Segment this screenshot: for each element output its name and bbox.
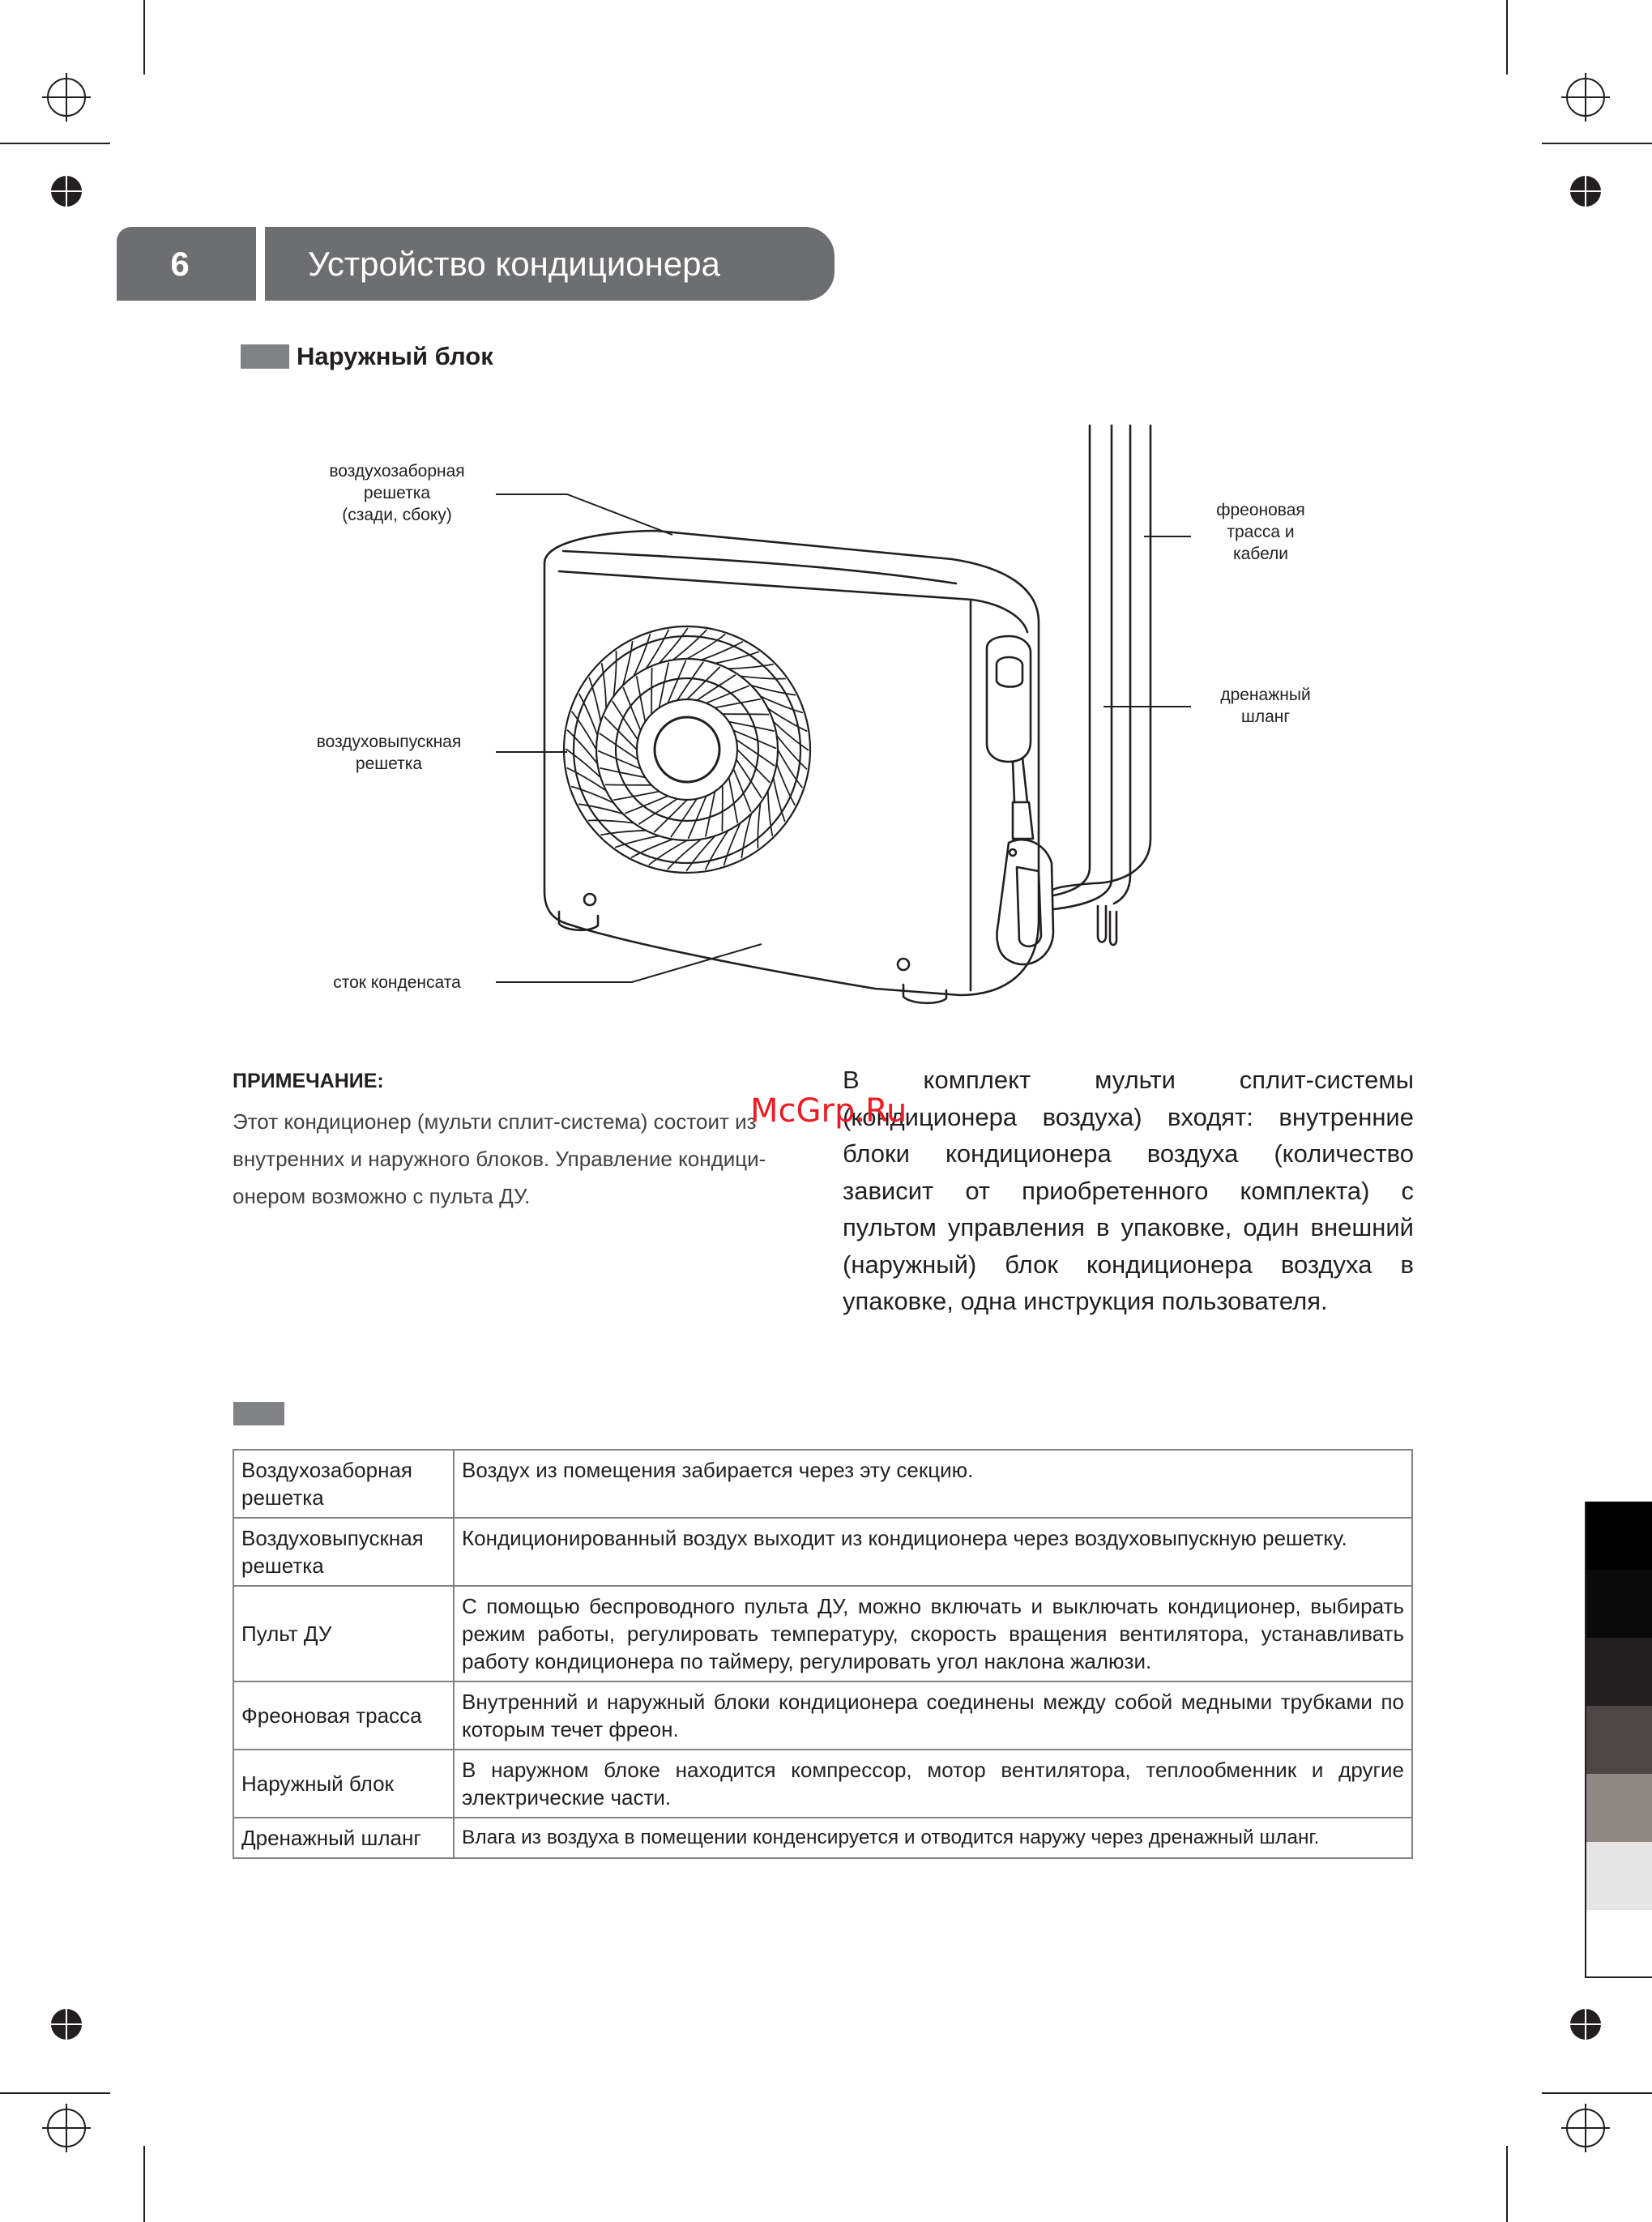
table-term: Воздухозаборная решетка	[233, 1450, 454, 1518]
fan-blade	[697, 675, 736, 700]
fan-blade	[660, 662, 669, 707]
fan-blade	[741, 676, 786, 678]
fan-blade	[659, 628, 688, 664]
color-swatch	[1585, 1774, 1652, 1842]
unit-top-edge	[559, 571, 1027, 632]
fan-blade	[623, 687, 641, 730]
fan-blade	[673, 630, 707, 660]
table-term: Пульт ДУ	[233, 1586, 454, 1681]
table-row	[233, 1818, 1412, 1858]
fan-blade	[706, 686, 749, 703]
table-marker	[233, 1402, 284, 1425]
fan-blade	[758, 803, 760, 848]
fan-blade	[668, 660, 685, 703]
table-row	[233, 1681, 1412, 1750]
table-row	[233, 1450, 1412, 1518]
fan-grille	[564, 626, 810, 873]
color-swatch	[1585, 1706, 1652, 1774]
fan-blade	[702, 642, 743, 660]
fan-blade	[600, 733, 638, 759]
fan-blade	[567, 730, 597, 764]
fan-blade	[688, 796, 706, 839]
table-desc: Влага из воздуха в помещении конденсируется и отводится наружу через дренажный шланг.	[454, 1818, 1412, 1858]
fan-blade	[737, 750, 770, 783]
fan-blade	[604, 716, 637, 750]
fan-blade	[729, 722, 775, 732]
table-desc: В наружном блоке находится компрессор, мотор вентилятора, теплообменник и другие электрические части.	[454, 1750, 1412, 1818]
fan-blade	[706, 792, 715, 837]
fan-blade	[613, 651, 616, 696]
fan-blade	[588, 820, 634, 823]
fan-blade	[733, 769, 751, 812]
table-desc: Внутренний и наружный блоки кондиционера соединены между собой медными трубками по которым течет фреон.	[454, 1681, 1412, 1750]
cable	[1114, 425, 1130, 904]
table-term: Дренажный шланг	[233, 1818, 454, 1858]
callout-drain: дренажный шланг	[1220, 686, 1311, 726]
note-title: ПРИМЕЧАНИЕ:	[233, 1070, 384, 1092]
outdoor-unit-diagram	[0, 0, 1652, 1053]
color-swatch	[1585, 1842, 1652, 1910]
fan-blade	[613, 701, 638, 740]
table-term: Наружный блок	[233, 1750, 454, 1818]
fan-blade	[671, 799, 697, 837]
freon-pipe	[1053, 425, 1090, 895]
callout-air-outlet: воздуховыпускная решетка	[316, 733, 462, 773]
fan-blade	[777, 736, 807, 770]
page-title: Устройство кондиционера	[308, 245, 720, 283]
freon-pipe	[1053, 425, 1112, 909]
drain-hole	[584, 894, 595, 905]
fan-blade	[687, 667, 720, 699]
fan-blade	[736, 740, 775, 766]
table-row	[233, 1518, 1412, 1586]
fan-blade	[774, 721, 809, 750]
color-swatch	[1585, 1638, 1652, 1706]
unit-top-line	[563, 551, 956, 583]
color-swatch	[1585, 1910, 1652, 1978]
color-swatch	[1585, 1502, 1652, 1570]
fan-blade	[566, 749, 601, 778]
fan-blade	[631, 840, 672, 858]
table-desc: С помощью беспроводного пульта ДУ, можно включать и выключать кондиционер, выбирать режим работы, регулировать температуру, скорость вращения вентилятора, устанавливать работу кондиционера по таймеру, регулировать угол наклона жалюзи.	[454, 1586, 1412, 1681]
unit-body	[544, 531, 1039, 995]
table-desc: Воздух из помещения забирается через эту секцию.	[454, 1450, 1412, 1518]
callout-air-intake: воздухозаборная решетка (сзади, сбоку)	[329, 462, 465, 524]
fan-blade	[600, 768, 645, 778]
fan-blade	[686, 836, 715, 872]
fan-blade	[733, 730, 776, 748]
fan-blade	[736, 759, 762, 798]
watermark: McGrp.Ru	[750, 1092, 907, 1130]
fan-blade	[677, 662, 703, 700]
table-term: Фреоновая трасса	[233, 1681, 454, 1750]
callout-freon: фреоновая трасса и кабели	[1216, 501, 1305, 563]
callout-condensate: сток конденсата	[333, 973, 461, 992]
table-desc: Кондиционированный воздух выходит из кондиционера через воздуховыпускную решетку.	[454, 1518, 1412, 1586]
page-number: 6	[170, 245, 190, 283]
package-contents-paragraph: В комплект мульти сплит-системы (кондиционера воздуха) входят: внутренние блоки кондиционера воздуха (количество зависит от приобретенного комплекта) с пультом управления в упаковке, один внешний (наружный) блок кондиционера воздуха в упаковке, одна инструкция пользователя.	[843, 1066, 1414, 1315]
section-title: Наружный блок	[297, 342, 493, 370]
note-text: Этот кондиционер (мульти сплит-система) состоит из внутренних и наружного блоков. Управление кондици- онером возможно с пульта ДУ.	[233, 1109, 766, 1208]
service-panel	[987, 636, 1031, 762]
drain-hose	[1053, 425, 1150, 890]
parts-table	[233, 1449, 1413, 1859]
table-row	[233, 1750, 1412, 1818]
fan-blade	[654, 800, 687, 832]
fan-blade	[579, 694, 598, 735]
fan-blade	[625, 796, 668, 814]
fan-blade	[598, 750, 641, 768]
fan-blade	[668, 840, 702, 870]
table-term: Воздуховыпускная решетка	[233, 1518, 454, 1586]
fan-blade	[777, 764, 796, 805]
fan-blade	[638, 799, 677, 824]
table-row	[233, 1586, 1412, 1681]
drain-hole	[898, 959, 909, 970]
color-swatch	[1585, 1570, 1652, 1638]
